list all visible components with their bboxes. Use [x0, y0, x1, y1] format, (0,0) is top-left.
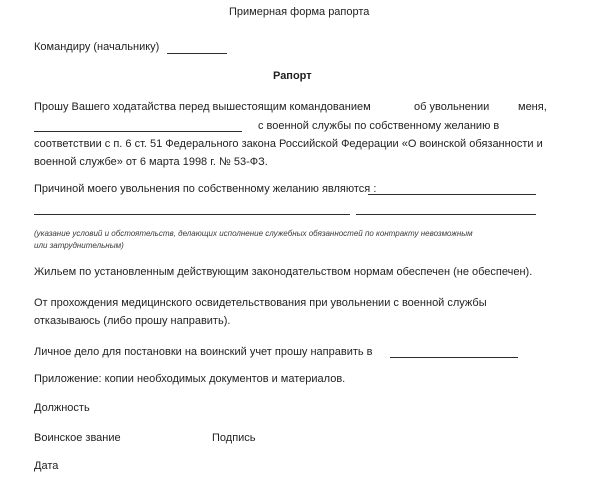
request-line-3: соответствии с п. 6 ст. 51 Федерального закона Российской Федерации «О воинской обязанности и — [34, 138, 543, 150]
request-line-1-part-2: об увольнении — [414, 101, 490, 113]
position-label: Должность — [34, 402, 90, 414]
attachment-line: Приложение: копии необходимых документов и материалов. — [34, 373, 346, 385]
personal-file-blank — [390, 357, 518, 358]
addressee-label: Командиру (начальнику) — [34, 41, 160, 53]
personal-file-line: Личное дело для постановки на воинский учет прошу направить в — [34, 346, 373, 358]
request-line-2: с военной службы по собственному желанию в — [258, 120, 500, 132]
reason-blank-3 — [356, 214, 536, 215]
housing-statement: Жильем по установленным действующим законодательством нормам обеспечен (не обеспечен). — [34, 266, 533, 278]
medical-line-1: От прохождения медицинского освидетельствования при увольнении с военной службы — [34, 297, 487, 309]
addressee-blank — [167, 53, 227, 54]
name-blank — [34, 131, 242, 132]
reason-hint-line-1: (указание условий и обстоятельств, делающих исполнение служебных обязанностей по контракту невозможным — [34, 229, 473, 238]
request-line-4: военной службе» от 6 марта 1998 г. № 53-ФЗ. — [34, 156, 268, 168]
reason-blank-1 — [368, 194, 536, 195]
signature-label: Подпись — [212, 432, 256, 444]
request-line-1-part-3: меня, — [518, 101, 547, 113]
document-heading: Рапорт — [273, 70, 312, 82]
reason-line-1: Причиной моего увольнения по собственному желанию являются : — [34, 183, 377, 195]
date-label: Дата — [34, 460, 59, 472]
reason-blank-2 — [34, 214, 350, 215]
request-line-1-part-1: Прошу Вашего ходатайства перед вышестоящим командованием — [34, 101, 371, 113]
document-title: Примерная форма рапорта — [229, 6, 370, 18]
medical-line-2: отказываюсь (либо прошу направить). — [34, 315, 231, 327]
rank-label: Воинское звание — [34, 432, 121, 444]
reason-hint-line-2: или затруднительным) — [34, 241, 124, 250]
